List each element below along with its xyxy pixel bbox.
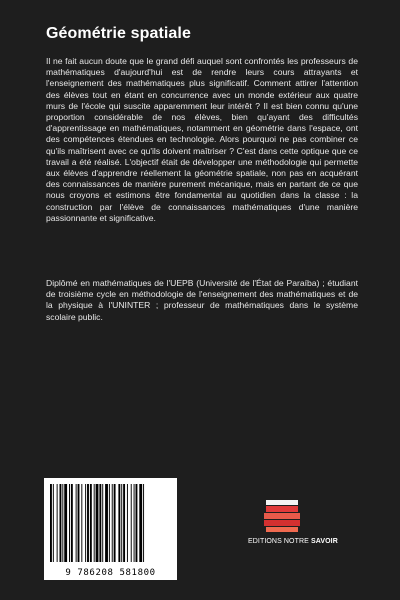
publisher-name <box>248 538 340 545</box>
book-summary: Il ne fait aucun doute que le grand défi auquel sont confrontés les professeurs de mathématiques d'aujourd'hui est de rendre leurs cours attrayants et l'enseignement des mathématiques plus significatif. Comment attirer l'attention des élèves tout en étant en concurrence avec un monde extérieur aux quatre murs de l'école qui suscite apparemment leur intérêt ? Il est bien connu qu'une proportion considérable de nos élèves, bien qu'ayant des difficultés d'apprentissage en mathématiques, notamment en géométrie dans l'espace, ont des compétences étendues en technologie. Alors pourquoi ne pas combiner ce qu'ils maîtrisent avec ce qu'ils doivent maîtriser ? C'est dans cette optique que ce travail a été réalisé. L'objectif était de développer une méthodologie qui permette aux élèves d'apprendre réellement la géométrie spatiale, non pas en acquérant des connaissances de manière purement mécanique, mais en partant de ce que nous croyons et estimons être fondamental au quotidien dans la classe : la construction par l'élève de connaissances mathématiques d'une manière passionnante et significative. <box>46 56 358 223</box>
isbn-barcode <box>44 478 177 580</box>
barcode-bars <box>50 484 171 562</box>
book-title: Géométrie spatiale <box>46 25 191 42</box>
publisher-logo <box>248 498 338 558</box>
publisher-name-bold: SAVOIR <box>310 538 338 545</box>
stacked-books-icon <box>262 498 302 534</box>
author-bio: Diplômé en mathématiques de l'UEPB (Université de l'État de Paraíba) ; étudiant de troisième cycle en méthodologie de l'enseignement des mathématiques et de la physique à l'UNINTER ; professeur de mathématiques dans le système scolaire public. <box>46 278 358 322</box>
isbn-number: 9 786208 581800 <box>65 568 156 578</box>
publisher-name-light: EDITIONS NOTRE <box>248 538 311 545</box>
